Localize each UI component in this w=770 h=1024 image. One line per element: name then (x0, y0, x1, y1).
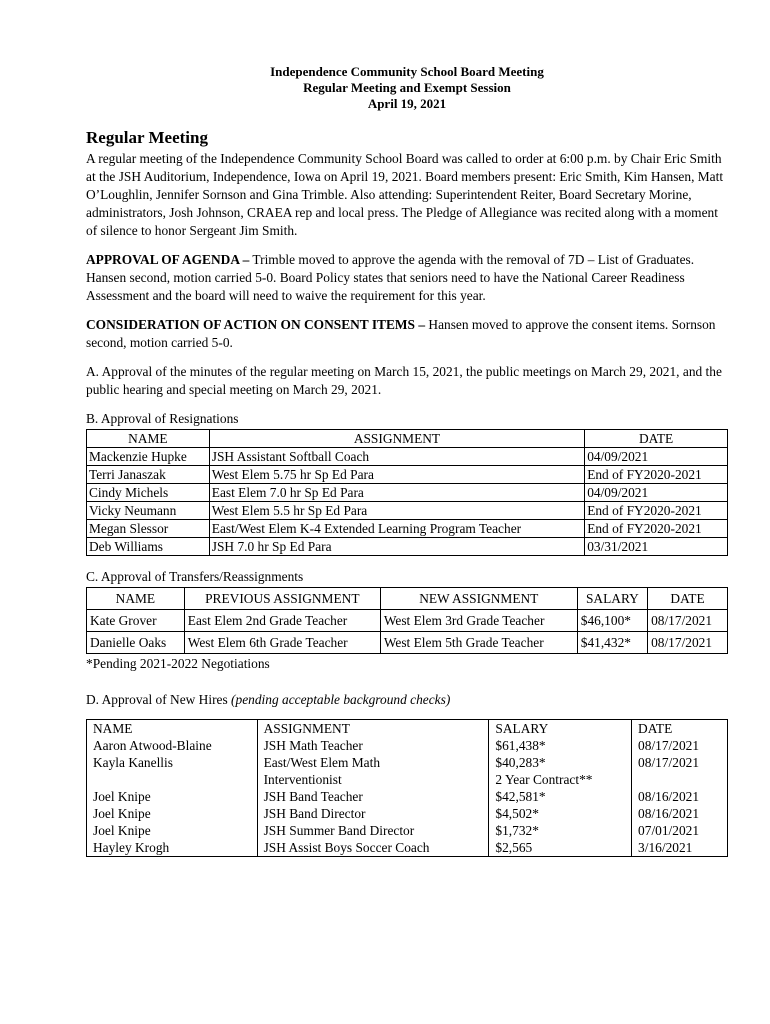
table-header-row (87, 720, 728, 738)
table-cell: West Elem 5.75 hr Sp Ed Para (209, 466, 584, 484)
new-hires-label-note: (pending acceptable background checks) (231, 692, 451, 707)
header-subtitle: Regular Meeting and Exempt Session (303, 80, 511, 95)
table-cell: 08/17/2021 (648, 610, 728, 632)
table-row (87, 771, 728, 788)
table-cell: 08/17/2021 (632, 737, 728, 754)
column-header: DATE (632, 720, 728, 738)
column-header: NAME (87, 588, 185, 610)
table-row (87, 839, 728, 857)
table-cell: $4,502* (489, 805, 632, 822)
table-cell: Aaron Atwood-Blaine (93, 738, 212, 753)
new-hires-label (86, 691, 728, 709)
table-row (87, 520, 728, 538)
table-cell: Interventionist (257, 771, 489, 788)
column-header: ASSIGNMENT (209, 430, 584, 448)
table-cell (632, 771, 728, 788)
header-title: Independence Community School Board Meeting (270, 64, 544, 79)
table-cell: Cindy Michels (87, 484, 210, 502)
table-cell: 04/09/2021 (585, 448, 728, 466)
column-header: SALARY (577, 588, 647, 610)
table-cell: 08/17/2021 (648, 632, 728, 654)
table-cell: End of FY2020-2021 (585, 466, 728, 484)
table-cell: 2 Year Contract** (489, 771, 632, 788)
column-header: NAME (93, 721, 133, 736)
table-cell: Joel Knipe (93, 806, 151, 821)
table-row (87, 754, 728, 771)
table-cell: $46,100* (577, 610, 647, 632)
table-cell: 08/17/2021 (632, 754, 728, 771)
table-cell: East Elem 7.0 hr Sp Ed Para (209, 484, 584, 502)
table-row (87, 805, 728, 822)
column-header: NAME (87, 430, 210, 448)
table-cell: 04/09/2021 (585, 484, 728, 502)
table-cell: Danielle Oaks (87, 632, 185, 654)
header-date: April 19, 2021 (367, 96, 447, 111)
table-cell: JSH 7.0 hr Sp Ed Para (209, 538, 584, 556)
table-row (87, 484, 728, 502)
column-header: NEW ASSIGNMENT (380, 588, 577, 610)
table-cell (87, 771, 258, 788)
table-cell: $61,438* (489, 737, 632, 754)
table-cell: JSH Summer Band Director (257, 822, 489, 839)
new-hires-table (86, 719, 728, 857)
document-page (86, 64, 728, 857)
table-row (87, 610, 728, 632)
table-cell: Megan Slessor (87, 520, 210, 538)
table-cell: JSH Math Teacher (257, 737, 489, 754)
table-cell: East Elem 2nd Grade Teacher (184, 610, 380, 632)
column-header: DATE (648, 588, 728, 610)
table-cell: JSH Band Teacher (257, 788, 489, 805)
document-header (86, 64, 728, 112)
table-cell: West Elem 3rd Grade Teacher (380, 610, 577, 632)
table-row (87, 448, 728, 466)
agenda-text: Trimble moved to approve the agenda with the removal of 7D – List of Graduates. Hansen second, motion carried 5-0. Board Policy states that seniors need to have the National Career Readiness Assessment and the board will need to waive the requirement for this year. (86, 252, 695, 303)
column-header: PREVIOUS ASSIGNMENT (184, 588, 380, 610)
table-cell: Terri Janaszak (87, 466, 210, 484)
table-cell: JSH Assist Boys Soccer Coach (257, 839, 489, 857)
resignations-table (86, 429, 728, 556)
table-row (87, 822, 728, 839)
consent-title: CONSIDERATION OF ACTION ON CONSENT ITEMS – (86, 317, 426, 332)
column-header: ASSIGNMENT (257, 720, 489, 738)
consent-paragraph (86, 316, 728, 352)
transfers-table (86, 587, 728, 654)
table-cell: $1,732* (489, 822, 632, 839)
transfers-note: *Pending 2021-2022 Negotiations (86, 656, 270, 671)
table-row (87, 737, 728, 754)
table-cell: East/West Elem Math (257, 754, 489, 771)
table-cell: $41,432* (577, 632, 647, 654)
item-a-minutes: A. Approval of the minutes of the regular meeting on March 15, 2021, the public meetings on March 29, 2021, and the public hearing and special meeting on March 29, 2021. (86, 364, 722, 397)
resignations-label: B. Approval of Resignations (86, 411, 239, 426)
table-cell: End of FY2020-2021 (585, 502, 728, 520)
column-header: SALARY (489, 720, 632, 738)
table-cell: $40,283* (489, 754, 632, 771)
table-cell: 08/16/2021 (632, 788, 728, 805)
agenda-paragraph (86, 251, 728, 305)
table-cell: East/West Elem K-4 Extended Learning Program Teacher (209, 520, 584, 538)
table-cell: West Elem 6th Grade Teacher (184, 632, 380, 654)
new-hires-label-text: D. Approval of New Hires (86, 692, 232, 707)
table-row (87, 632, 728, 654)
regular-meeting-heading: Regular Meeting (86, 128, 208, 147)
regular-meeting-text: A regular meeting of the Independence Community School Board was called to order at 6:00 p.m. by Chair Eric Smith at the JSH Auditorium, Independence, Iowa on April 19, 2021. Board members present: Eric Smith, Kim Hansen, Matt O’Loughlin, Jennifer Sornson and Gina Trimble. Also attending: Superintendent Reiter, Board Secretary Morine, administrators, Josh Johnson, CRAEA rep and local press. The Pledge of Allegiance was recited along with a moment of silence to honor Sergeant Jim Smith. (86, 151, 724, 238)
consent-text: Hansen moved to approve the consent items. Sornson second, motion carried 5-0. (86, 317, 716, 350)
agenda-title: APPROVAL OF AGENDA – (86, 252, 250, 267)
table-cell: Hayley Krogh (93, 840, 170, 855)
table-cell: 07/01/2021 (632, 822, 728, 839)
table-cell: $2,565 (489, 839, 632, 857)
table-cell: End of FY2020-2021 (585, 520, 728, 538)
table-header-row (87, 430, 728, 448)
table-cell: West Elem 5.5 hr Sp Ed Para (209, 502, 584, 520)
table-cell: Joel Knipe (93, 823, 151, 838)
table-cell: 03/31/2021 (585, 538, 728, 556)
table-cell: West Elem 5th Grade Teacher (380, 632, 577, 654)
table-row (87, 466, 728, 484)
table-row (87, 502, 728, 520)
table-cell: 08/16/2021 (632, 805, 728, 822)
table-row (87, 538, 728, 556)
table-cell: Mackenzie Hupke (87, 448, 210, 466)
transfers-label: C. Approval of Transfers/Reassignments (86, 569, 304, 584)
table-cell: Kayla Kanellis (93, 755, 173, 770)
table-cell: 3/16/2021 (632, 839, 728, 857)
table-cell: Kate Grover (87, 610, 185, 632)
table-cell: Vicky Neumann (87, 502, 210, 520)
table-cell: JSH Assistant Softball Coach (209, 448, 584, 466)
table-header-row (87, 588, 728, 610)
table-cell: Joel Knipe (93, 789, 151, 804)
column-header: DATE (585, 430, 728, 448)
table-cell: Deb Williams (87, 538, 210, 556)
table-row (87, 788, 728, 805)
table-cell: JSH Band Director (257, 805, 489, 822)
table-cell: $42,581* (489, 788, 632, 805)
